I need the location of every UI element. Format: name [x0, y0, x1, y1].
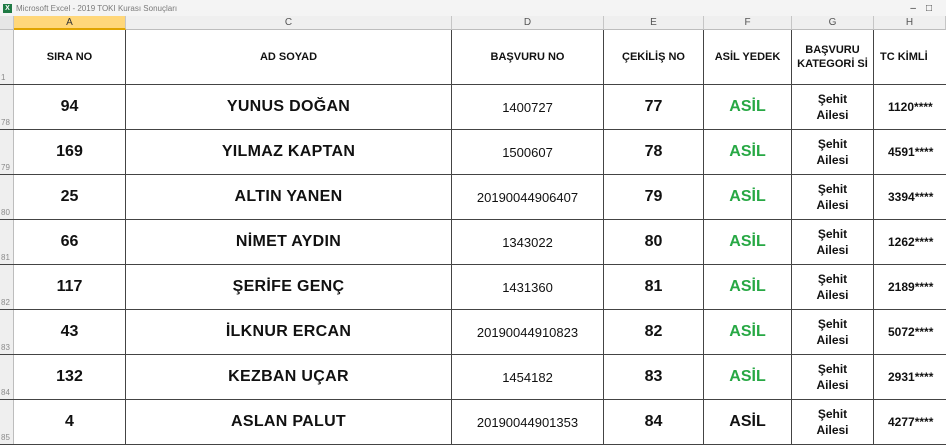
cell-asil-yedek[interactable]: ASİL — [704, 220, 792, 264]
cell-asil-yedek[interactable]: ASİL — [704, 400, 792, 444]
cell-cekilis-no[interactable]: 79 — [604, 175, 704, 219]
row-number[interactable]: 85 — [0, 400, 14, 444]
cell-basvuru-kategorisi[interactable] — [792, 130, 874, 174]
cell-basvuru-kategorisi[interactable] — [792, 400, 874, 444]
header-basvuru-kategorisi[interactable]: BAŞVURU KATEGORİ Sİ — [792, 30, 874, 84]
cell-asil-yedek[interactable]: ASİL — [704, 355, 792, 399]
cell-basvuru-no[interactable]: 1454182 — [452, 355, 604, 399]
column-header-c[interactable]: C — [126, 16, 452, 30]
cell-asil-yedek[interactable]: ASİL — [704, 130, 792, 174]
cell-tc-kimlik[interactable]: 4591**** — [888, 145, 934, 159]
cell-asil-yedek[interactable]: ASİL — [704, 310, 792, 354]
header-basvuru-no[interactable]: BAŞVURU NO — [452, 30, 604, 84]
table-row — [0, 220, 946, 265]
cell-basvuru-kategorisi[interactable] — [792, 175, 874, 219]
cell-sira-no[interactable]: 132 — [14, 355, 126, 399]
row-number[interactable]: 84 — [0, 355, 14, 399]
row-number[interactable]: 1 — [0, 30, 14, 84]
maximize-icon[interactable]: □ — [925, 2, 932, 14]
kategori-line-1: Şehit — [817, 272, 848, 286]
cell-cekilis-no[interactable]: 82 — [604, 310, 704, 354]
kategori-line-1: Şehit — [817, 137, 848, 151]
table-row — [0, 130, 946, 175]
table-body — [0, 30, 946, 445]
cell-basvuru-kategorisi[interactable] — [792, 85, 874, 129]
table-row — [0, 310, 946, 355]
kategori-line-1: Şehit — [817, 92, 848, 106]
titlebar-left — [0, 4, 177, 13]
kategori-line-2: Ailesi — [816, 423, 849, 437]
cell-basvuru-kategorisi[interactable] — [792, 310, 874, 354]
row-number[interactable]: 82 — [0, 265, 14, 309]
cell-ad-soyad[interactable]: NİMET AYDIN — [126, 220, 452, 264]
cell-tc-kimlik[interactable]: 1120**** — [888, 100, 933, 114]
cell-tc-kimlik[interactable]: 5072**** — [888, 325, 934, 339]
cell-basvuru-no[interactable]: 20190044910823 — [452, 310, 604, 354]
kategori-line-2: Ailesi — [816, 333, 849, 347]
cell-cekilis-no[interactable]: 84 — [604, 400, 704, 444]
window-titlebar — [0, 0, 946, 17]
cell-sira-no[interactable]: 4 — [14, 400, 126, 444]
cell-sira-no[interactable]: 43 — [14, 310, 126, 354]
row-number[interactable]: 83 — [0, 310, 14, 354]
table-row — [0, 400, 946, 445]
header-asil-yedek[interactable]: ASİL YEDEK — [704, 30, 792, 84]
column-headers — [0, 16, 946, 30]
column-header-a[interactable]: A — [14, 16, 126, 30]
select-all-corner[interactable] — [0, 16, 14, 30]
cell-basvuru-no[interactable]: 20190044901353 — [452, 400, 604, 444]
table-row — [0, 355, 946, 400]
cell-basvuru-no[interactable]: 1400727 — [452, 85, 604, 129]
cell-basvuru-no[interactable]: 1500607 — [452, 130, 604, 174]
cell-ad-soyad[interactable]: ŞERİFE GENÇ — [126, 265, 452, 309]
cell-tc-kimlik[interactable]: 2189**** — [888, 280, 934, 294]
cell-basvuru-kategorisi[interactable] — [792, 355, 874, 399]
header-sira-no[interactable]: SIRA NO — [14, 30, 126, 84]
table-header-row — [0, 30, 946, 85]
cell-basvuru-no[interactable]: 1343022 — [452, 220, 604, 264]
kategori-line-1: Şehit — [817, 182, 848, 196]
row-number[interactable]: 78 — [0, 85, 14, 129]
cell-sira-no[interactable]: 117 — [14, 265, 126, 309]
excel-icon: X — [3, 4, 12, 13]
table-row — [0, 85, 946, 130]
column-header-d[interactable]: D — [452, 16, 604, 30]
cell-tc-kimlik[interactable]: 1262**** — [888, 235, 934, 249]
cell-tc-kimlik[interactable]: 4277**** — [888, 415, 934, 429]
header-cekilis-no[interactable]: ÇEKİLİŞ NO — [604, 30, 704, 84]
kategori-line-1: Şehit — [817, 317, 848, 331]
cell-ad-soyad[interactable]: ASLAN PALUT — [126, 400, 452, 444]
cell-cekilis-no[interactable]: 81 — [604, 265, 704, 309]
row-number[interactable]: 79 — [0, 130, 14, 174]
window-controls — [910, 3, 946, 14]
kategori-line-1: Şehit — [817, 227, 848, 241]
cell-cekilis-no[interactable]: 80 — [604, 220, 704, 264]
cell-basvuru-kategorisi[interactable] — [792, 265, 874, 309]
cell-tc-kimlik[interactable]: 3394**** — [888, 190, 934, 204]
column-header-h[interactable]: H — [874, 16, 946, 30]
column-header-g[interactable]: G — [792, 16, 874, 30]
column-header-e[interactable]: E — [604, 16, 704, 30]
cell-basvuru-no[interactable]: 1431360 — [452, 265, 604, 309]
cell-sira-no[interactable]: 66 — [14, 220, 126, 264]
cell-sira-no[interactable]: 94 — [14, 85, 126, 129]
cell-cekilis-no[interactable]: 78 — [604, 130, 704, 174]
row-number[interactable]: 80 — [0, 175, 14, 219]
kategori-line-2: Ailesi — [816, 198, 849, 212]
cell-sira-no[interactable]: 169 — [14, 130, 126, 174]
spreadsheet-grid — [0, 16, 946, 445]
cell-asil-yedek[interactable]: ASİL — [704, 265, 792, 309]
cell-ad-soyad[interactable]: KEZBAN UÇAR — [126, 355, 452, 399]
cell-tc-kimlik[interactable]: 2931**** — [888, 370, 934, 384]
cell-ad-soyad[interactable]: YUNUS DOĞAN — [126, 85, 452, 129]
kategori-line-1: Şehit — [817, 362, 848, 376]
kategori-line-2: Ailesi — [816, 153, 849, 167]
cell-ad-soyad[interactable]: ALTIN YANEN — [126, 175, 452, 219]
kategori-line-2: Ailesi — [816, 108, 849, 122]
kategori-line-2: Ailesi — [816, 378, 849, 392]
cell-basvuru-kategorisi[interactable] — [792, 220, 874, 264]
kategori-line-2: Ailesi — [816, 243, 849, 257]
cell-asil-yedek[interactable]: ASİL — [704, 175, 792, 219]
cell-cekilis-no[interactable]: 83 — [604, 355, 704, 399]
cell-ad-soyad[interactable]: YILMAZ KAPTAN — [126, 130, 452, 174]
table-row — [0, 265, 946, 310]
kategori-line-1: Şehit — [817, 407, 848, 421]
row-number[interactable]: 81 — [0, 220, 14, 264]
header-tc-kimlik[interactable]: TC KİMLİ — [880, 51, 928, 63]
minimize-icon[interactable]: – — [910, 2, 916, 14]
header-ad-soyad[interactable]: AD SOYAD — [126, 30, 452, 84]
kategori-line-2: Ailesi — [816, 288, 849, 302]
column-header-f[interactable]: F — [704, 16, 792, 30]
cell-basvuru-no[interactable]: 20190044906407 — [452, 175, 604, 219]
table-row — [0, 175, 946, 220]
cell-sira-no[interactable]: 25 — [14, 175, 126, 219]
cell-asil-yedek[interactable]: ASİL — [704, 85, 792, 129]
cell-ad-soyad[interactable]: İLKNUR ERCAN — [126, 310, 452, 354]
cell-cekilis-no[interactable]: 77 — [604, 85, 704, 129]
window-title: Microsoft Excel - 2019 TOKI Kurası Sonuçları — [16, 3, 178, 13]
